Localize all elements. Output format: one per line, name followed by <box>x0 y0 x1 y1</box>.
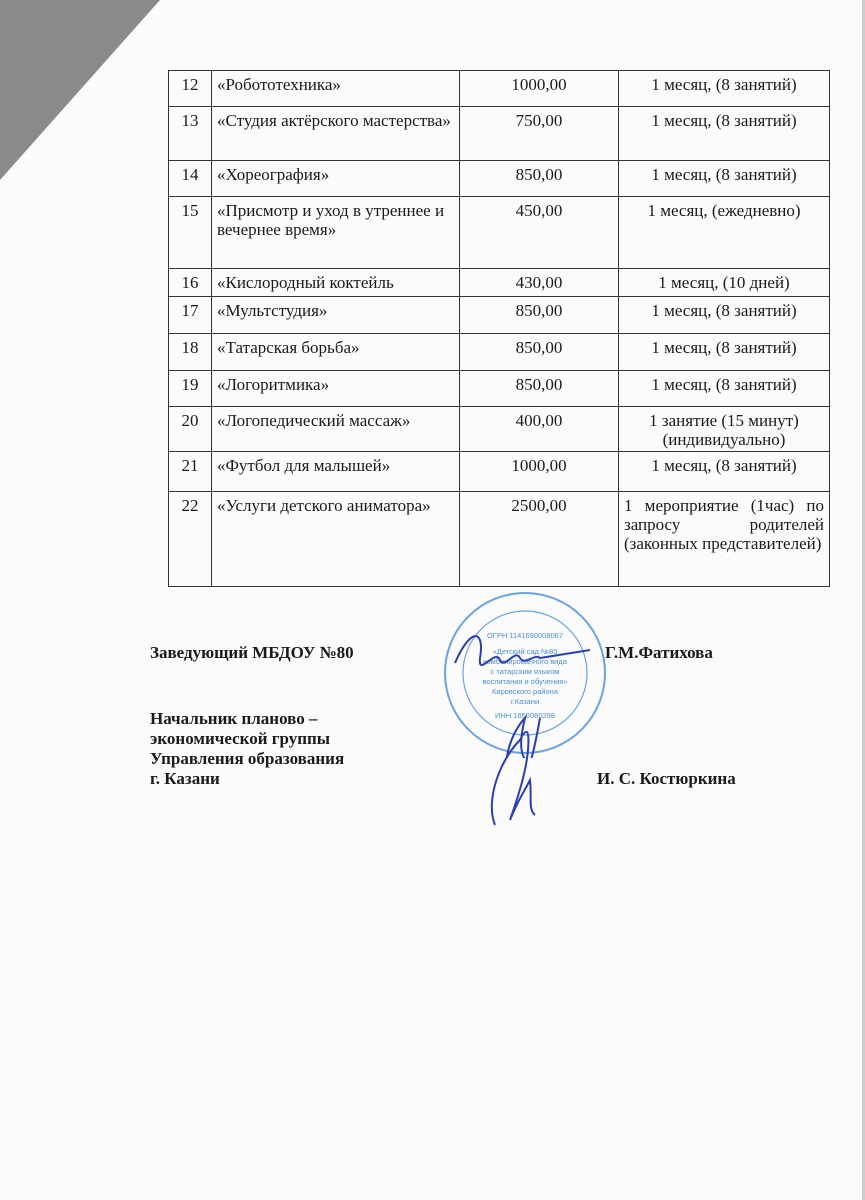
row-number: 13 <box>169 107 212 161</box>
scan-corner-shadow <box>0 0 160 180</box>
svg-text:«Детский сад №80: «Детский сад №80 <box>492 647 558 656</box>
service-price: 850,00 <box>460 371 619 407</box>
service-period: 1 месяц, (8 занятий) <box>619 161 830 197</box>
table-row <box>169 334 830 371</box>
service-price: 850,00 <box>460 334 619 371</box>
service-price: 750,00 <box>460 107 619 161</box>
table-row <box>169 107 830 161</box>
service-name: «Логоритмика» <box>212 371 460 407</box>
svg-text:ИНН 1656080298: ИНН 1656080298 <box>494 711 556 720</box>
service-name: «Логопедический массаж» <box>212 407 460 452</box>
service-period: 1 месяц, (10 дней) <box>619 269 830 297</box>
row-number: 16 <box>169 269 212 297</box>
row-number: 21 <box>169 452 212 492</box>
planner-title-line: Начальник планово – <box>150 709 318 728</box>
service-period: 1 месяц, (8 занятий) <box>619 297 830 334</box>
service-period: 1 месяц, (8 занятий) <box>619 452 830 492</box>
svg-text:комбинированного вида: комбинированного вида <box>483 657 567 666</box>
service-period: 1 месяц, (8 занятий) <box>619 334 830 371</box>
service-name: «Студия актёрского мастерства» <box>212 107 460 161</box>
table-row <box>169 269 830 297</box>
service-price: 430,00 <box>460 269 619 297</box>
service-period: 1 месяц, (8 занятий) <box>619 371 830 407</box>
row-number: 17 <box>169 297 212 334</box>
service-name: «Услуги детского аниматора» <box>212 492 460 587</box>
service-price: 400,00 <box>460 407 619 452</box>
table-row <box>169 197 830 269</box>
svg-text:ОГРН 1141690008067: ОГРН 1141690008067 <box>486 631 564 640</box>
row-number: 14 <box>169 161 212 197</box>
services-price-table <box>168 70 830 587</box>
service-name: «Робототехника» <box>212 71 460 107</box>
service-name: «Хореография» <box>212 161 460 197</box>
planner-name: И. С. Костюркина <box>597 769 736 788</box>
service-name: «Татарская борьба» <box>212 334 460 371</box>
row-number: 15 <box>169 197 212 269</box>
service-name: «Присмотр и уход в утреннее и вечернее время» <box>212 197 460 269</box>
service-name: «Футбол для малышей» <box>212 452 460 492</box>
planner-title <box>150 709 344 789</box>
table-row <box>169 161 830 197</box>
service-period: 1 месяц, (ежедневно) <box>619 197 830 269</box>
table-row <box>169 371 830 407</box>
svg-text:с татарским языком: с татарским языком <box>490 667 560 676</box>
service-name: «Кислородный коктейль <box>212 269 460 297</box>
head-title: Заведующий МБДОУ №80 <box>150 643 354 662</box>
service-price: 2500,00 <box>460 492 619 587</box>
svg-text:воспитания и обучения»: воспитания и обучения» <box>482 677 568 686</box>
table-row <box>169 407 830 452</box>
service-price: 850,00 <box>460 161 619 197</box>
service-period: 1 месяц, (8 занятий) <box>619 71 830 107</box>
service-period: 1 занятие (15 минут) (индивидуально) <box>619 407 830 452</box>
row-number: 22 <box>169 492 212 587</box>
row-number: 20 <box>169 407 212 452</box>
service-period: 1 месяц, (8 занятий) <box>619 107 830 161</box>
svg-text:Кировского района: Кировского района <box>492 687 558 696</box>
service-price: 450,00 <box>460 197 619 269</box>
svg-text:г.Казани: г.Казани <box>510 697 540 706</box>
table-row <box>169 71 830 107</box>
row-number: 18 <box>169 334 212 371</box>
row-number: 19 <box>169 371 212 407</box>
planner-title-line: экономической группы <box>150 729 331 748</box>
head-name: Г.М.Фатихова <box>605 643 713 662</box>
planner-title-line: г. Казани <box>150 769 220 788</box>
planner-title-line: Управления образования <box>150 749 345 768</box>
signature-planner <box>480 720 550 830</box>
service-price: 1000,00 <box>460 71 619 107</box>
service-price: 1000,00 <box>460 452 619 492</box>
service-period: 1 мероприятие (1час) по запросу родителей (законных представителей) <box>619 492 830 587</box>
table-row <box>169 492 830 587</box>
table-row <box>169 452 830 492</box>
table-row <box>169 297 830 334</box>
service-name: «Мультстудия» <box>212 297 460 334</box>
service-price: 850,00 <box>460 297 619 334</box>
row-number: 12 <box>169 71 212 107</box>
